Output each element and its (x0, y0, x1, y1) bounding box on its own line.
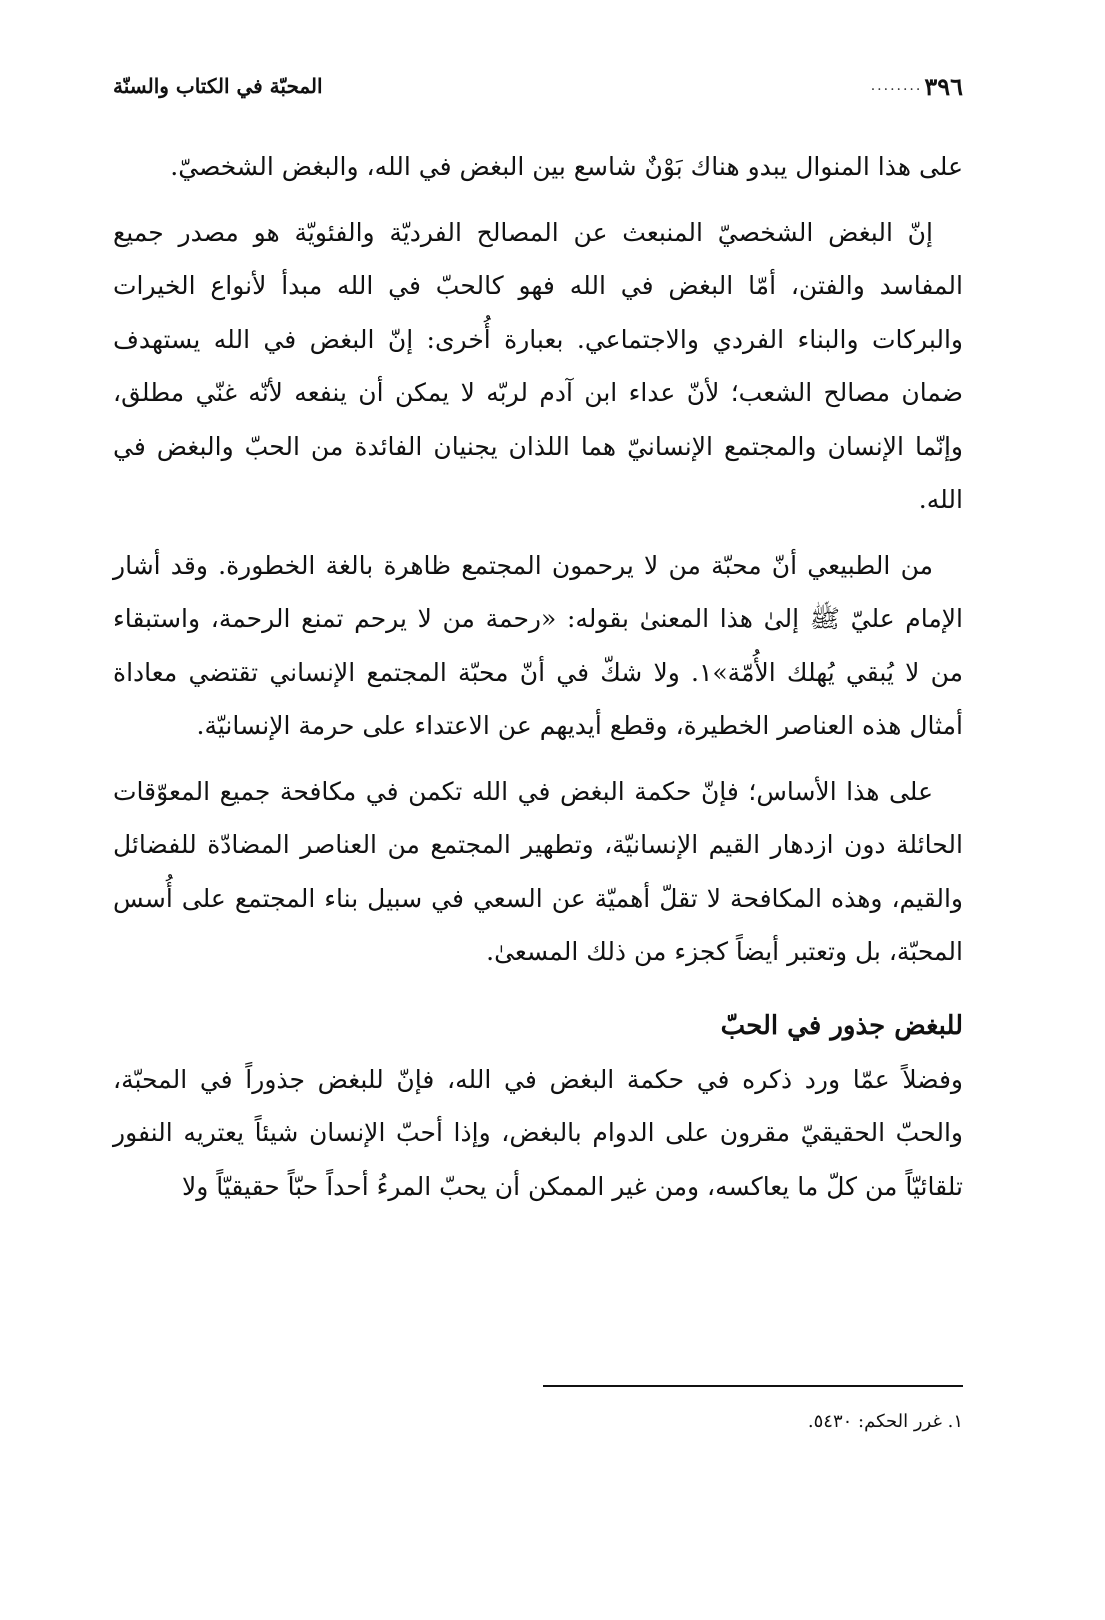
paragraph-4: على هذا الأساس؛ فإنّ حكمة البغض في الله تكمن في مكافحة جميع المعوّقات الحائلة دون ازدهار القيم الإنسانيّة، وتطهير المجتمع من العناصر المضادّة للفضائل والقيم، وهذه المكافحة لا تقلّ أهميّة عن السعي في سبيل بناء المجتمع على أُسس المحبّة، بل وتعتبر أيضاً كجزء من ذلك المسعىٰ. (113, 776, 963, 966)
paragraph-3: من الطبيعي أنّ محبّة من لا يرحمون المجتمع ظاهرة بالغة الخطورة. وقد أشار الإمام عليّ ﷺ إلىٰ هذا المعنىٰ بقوله: «رحمة من لا يرحم تمنع الرحمة، واستبقاء من لا يُبقي يُهلك الأُمّة»١. ولا شكّ في أنّ محبّة المجتمع الإنساني تقتضي معاداة أمثال هذه العناصر الخطيرة، وقطع أيديهم عن الاعتداء على حرمة الإنسانيّة. (113, 550, 963, 740)
footnote-1: ١. غرر الحكم: ٥٤٣٠. (807, 1411, 963, 1432)
paragraph-2: إنّ البغض الشخصيّ المنبعث عن المصالح الفرديّة والفئويّة هو مصدر جميع المفاسد والفتن، أمّا البغض في الله فهو كالحبّ في الله مبدأ لأنواع الخيرات والبركات والبناء الفردي والاجتماعي. بعبارة أُخرى: إنّ البغض في الله يستهدف ضمان مصالح الشعب؛ لأنّ عداء ابن آدم لربّه لا يمكن أن ينفعه لأنّه غنّي مطلق، وإنّما الإنسان والمجتمع الإنسانيّ هما اللذان يجنيان الفائدة من الحبّ والبغض في الله. (113, 217, 963, 514)
book-title: المحبّة في الكتاب والسنّة (113, 74, 323, 98)
section-heading: للبغض جذور في الحبّ (720, 1010, 963, 1041)
header-dots: ........ (870, 78, 923, 94)
section-paragraph: وفضلاً عمّا ورد ذكره في حكمة البغض في الله، فإنّ للبغض جذوراً في المحبّة، والحبّ الحقيقيّ مقرون على الدوام بالبغض، وإذا أحبّ الإنسان شيئاً يعتريه النفور تلقائيّاً من كلّ ما يعاكسه، ومن غير الممكن أن يحبّ المرءُ أحداً حبّاً حقيقيّاً ولا (113, 1064, 963, 1201)
page-number-value: ٣٩٦ (924, 71, 963, 101)
footnote-divider (543, 1385, 963, 1387)
book-page (113, 0, 963, 1620)
paragraph-1: على هذا المنوال يبدو هناك بَوْنٌ شاسع بين البغض في الله، والبغض الشخصيّ. (170, 152, 963, 181)
page-number (871, 72, 963, 101)
body-text (113, 140, 963, 1225)
running-header (113, 66, 963, 106)
